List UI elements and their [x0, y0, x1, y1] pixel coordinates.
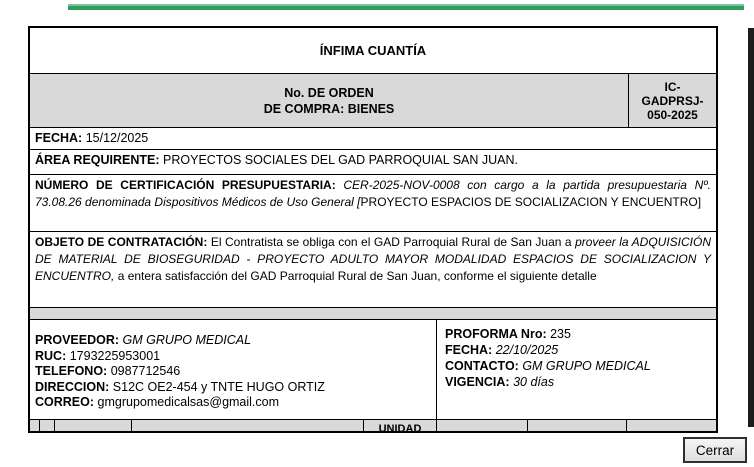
direccion-label: DIRECCION:: [35, 379, 110, 394]
proforma-vigencia-value: 30 días: [513, 375, 555, 389]
order-label-cell: [30, 74, 628, 127]
items-col-8: [627, 420, 716, 433]
certificacion-value-italic: CER-2025-NOV-0008 con cargo a la partida presupuestaria Nº. 73.08.26 denominada Dispositivos Médicos de Uso General [: [35, 178, 711, 209]
supplier-line-proveedor: [35, 333, 431, 349]
proforma-vigencia-label: VIGENCIA:: [445, 375, 510, 389]
spacer-row: [30, 308, 716, 320]
telefono-label: TELEFONO:: [35, 364, 108, 378]
order-label-line1: No. DE ORDEN: [284, 85, 374, 100]
order-code-line2: GADPRSJ-: [641, 93, 704, 108]
objeto-row: [30, 232, 716, 308]
close-button[interactable]: Cerrar: [683, 437, 747, 463]
order-code-cell: [628, 74, 716, 127]
proforma-line-fecha: [445, 342, 711, 358]
order-code-line3: 050-2025: [647, 107, 698, 122]
items-unidad-header: UNIDAD: [378, 423, 422, 433]
items-col-2: [40, 420, 55, 433]
order-header-row: [30, 74, 716, 128]
proveedor-value: GM GRUPO MEDICAL: [122, 333, 252, 347]
proforma-fecha-value: 22/10/2025: [495, 343, 559, 357]
supplier-line-telefono: [35, 364, 431, 380]
supplier-line-ruc: [35, 349, 431, 365]
proveedor-label: PROVEEDOR:: [35, 333, 120, 347]
supplier-proforma-row: [30, 320, 716, 420]
area-value: PROYECTOS SOCIALES DEL GAD PARROQUIAL SAN JUAN.: [163, 153, 518, 167]
ruc-label: RUC:: [35, 348, 67, 363]
supplier-line-correo: [35, 395, 431, 411]
proforma-nro-label: PROFORMA Nro:: [445, 327, 547, 341]
items-header-row-clipped: [30, 420, 716, 433]
order-label-line2: DE COMPRA: BIENES: [263, 101, 395, 116]
objeto-text-1: El Contratista se obliga con el GAD Parroquial Rural de San Juan a: [210, 235, 572, 249]
proforma-line-nro: [445, 326, 711, 342]
objeto-text-2: a entera satisfacción del GAD Parroquial Rural de San Juan, conforme el siguiente detalle: [117, 269, 597, 283]
items-col-4: [132, 420, 364, 433]
items-col-7: [528, 420, 627, 433]
certificacion-value-regular: PROYECTO ESPACIOS DE SOCIALIZACION Y ENCUENTRO]: [360, 195, 702, 209]
proforma-fecha-label: FECHA:: [445, 343, 493, 357]
proforma-line-contacto: [445, 358, 711, 374]
proforma-nro-value: 235: [550, 327, 571, 341]
proforma-line-vigencia: [445, 374, 711, 390]
supplier-line-direccion: [35, 380, 431, 396]
proforma-contacto-value: GM GRUPO MEDICAL: [522, 359, 651, 373]
telefono-value: 0987712546: [110, 364, 181, 378]
document-title: ÍNFIMA CUANTÍA: [319, 43, 427, 58]
proforma-cell: [437, 320, 716, 419]
vertical-scrollbar-thumb[interactable]: [748, 28, 754, 427]
proforma-contacto-label: CONTACTO:: [445, 359, 519, 373]
items-col-6: [437, 420, 528, 433]
supplier-cell: [30, 320, 437, 419]
direccion-value: S12C OE2-454 y TNTE HUGO ORTIZ: [112, 379, 325, 394]
fecha-value: 15/12/2025: [85, 131, 149, 145]
ruc-value: 1793225953001: [69, 348, 161, 363]
objeto-text-italic: proveer la ADQUISICIÓN DE MATERIAL DE BIOSEGURIDAD - PROYECTO ADULTO MAYOR MODALIDAD ESPACIOS DE SOCIALIZACION Y ENCUENTRO,: [35, 235, 711, 283]
order-code-line1: IC-: [664, 79, 681, 94]
correo-label: CORREO:: [35, 395, 95, 409]
area-label: ÁREA REQUIRENTE:: [35, 153, 160, 167]
certificacion-row: [30, 175, 716, 232]
area-requirente-row: [30, 150, 716, 175]
items-col-unidad: [364, 420, 437, 433]
certificacion-label: NÚMERO DE CERTIFICACIÓN PRESUPUESTARIA:: [35, 178, 336, 192]
purchase-order-document: [28, 26, 718, 433]
top-green-progress-bar: [68, 4, 744, 10]
objeto-label: OBJETO DE CONTRATACIÓN:: [35, 235, 208, 249]
fecha-label: FECHA:: [35, 131, 83, 145]
document-title-row: [30, 28, 716, 74]
items-col-3: [55, 420, 132, 433]
correo-value: gmgrupomedicalsas@gmail.com: [97, 395, 280, 409]
fecha-row: [30, 128, 716, 150]
items-col-1: [30, 420, 40, 433]
